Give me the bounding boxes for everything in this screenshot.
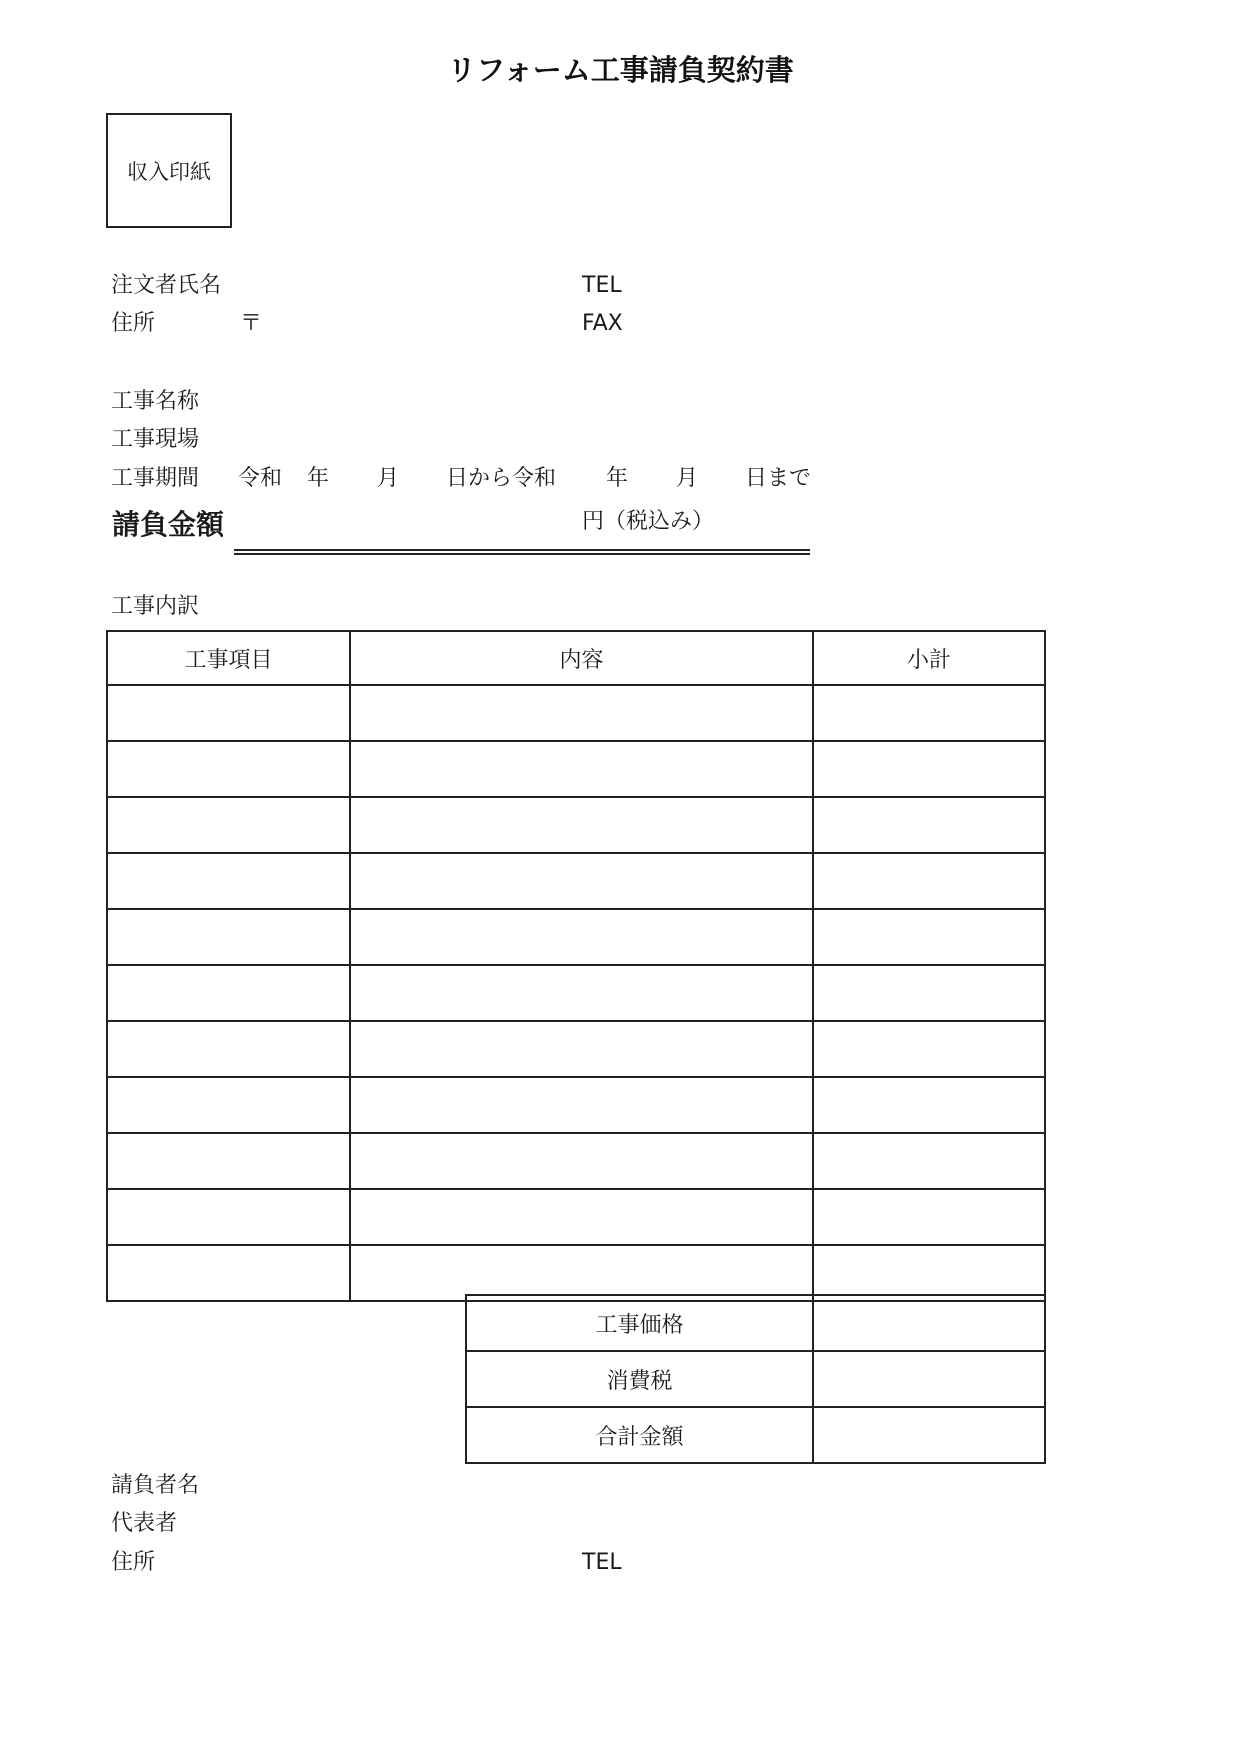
revenue-stamp-label: 収入印紙 — [127, 159, 211, 184]
content-cell[interactable] — [350, 685, 813, 741]
subtotal-cell[interactable] — [813, 1245, 1045, 1301]
work-site-label: 工事現場 — [111, 427, 200, 452]
table-row — [107, 1189, 1045, 1245]
content-cell[interactable] — [350, 965, 813, 1021]
content-cell[interactable] — [350, 1077, 813, 1133]
breakdown-header-row — [107, 631, 1045, 685]
table-row — [107, 1021, 1045, 1077]
contract-amount-unit: 円（税込み） — [582, 509, 715, 534]
work-item-cell[interactable] — [107, 1021, 350, 1077]
orderer-name-label: 注文者氏名 — [111, 273, 222, 298]
table-row — [107, 1245, 1045, 1301]
header-subtotal: 小計 — [813, 631, 1045, 685]
work-name-label: 工事名称 — [111, 389, 200, 414]
amount-double-underline — [234, 549, 810, 555]
orderer-tel-label: TEL — [582, 273, 622, 298]
period-year-label-start: 年 — [307, 466, 330, 491]
orderer-fax-label: FAX — [582, 311, 623, 336]
construction-price-label: 工事価格 — [466, 1295, 813, 1351]
period-month-label-end: 月 — [676, 466, 699, 491]
totals-table — [465, 1294, 1046, 1464]
table-row — [107, 797, 1045, 853]
table-row — [107, 909, 1045, 965]
consumption-tax-value[interactable] — [813, 1351, 1045, 1407]
totals-row-consumption-tax — [466, 1351, 1045, 1407]
contractor-tel-label: TEL — [582, 1550, 622, 1575]
subtotal-cell[interactable] — [813, 741, 1045, 797]
contractor-address-label: 住所 — [111, 1550, 156, 1575]
subtotal-cell[interactable] — [813, 797, 1045, 853]
subtotal-cell[interactable] — [813, 1077, 1045, 1133]
content-cell[interactable] — [350, 909, 813, 965]
breakdown-table — [106, 630, 1046, 1302]
work-item-cell[interactable] — [107, 1245, 350, 1301]
subtotal-cell[interactable] — [813, 1133, 1045, 1189]
period-day-until: 日まで — [745, 466, 812, 491]
table-row — [107, 685, 1045, 741]
subtotal-cell[interactable] — [813, 685, 1045, 741]
breakdown-body — [107, 685, 1045, 1301]
construction-price-value[interactable] — [813, 1295, 1045, 1351]
contractor-name-label: 請負者名 — [111, 1473, 200, 1498]
work-item-cell[interactable] — [107, 1133, 350, 1189]
subtotal-cell[interactable] — [813, 909, 1045, 965]
work-item-cell[interactable] — [107, 1077, 350, 1133]
subtotal-cell[interactable] — [813, 1189, 1045, 1245]
work-item-cell[interactable] — [107, 909, 350, 965]
work-item-cell[interactable] — [107, 797, 350, 853]
work-item-cell[interactable] — [107, 741, 350, 797]
period-month-label-start: 月 — [377, 466, 400, 491]
postal-mark: 〒 — [240, 311, 263, 336]
content-cell[interactable] — [350, 797, 813, 853]
header-work-item: 工事項目 — [107, 631, 350, 685]
work-item-cell[interactable] — [107, 965, 350, 1021]
representative-label: 代表者 — [111, 1511, 178, 1536]
period-year-label-end: 年 — [606, 466, 629, 491]
subtotal-cell[interactable] — [813, 853, 1045, 909]
work-item-cell[interactable] — [107, 685, 350, 741]
total-amount-value[interactable] — [813, 1407, 1045, 1463]
revenue-stamp-box — [106, 113, 232, 228]
header-content: 内容 — [350, 631, 813, 685]
table-row — [107, 853, 1045, 909]
table-row — [107, 965, 1045, 1021]
work-period-label: 工事期間 — [111, 466, 200, 491]
content-cell[interactable] — [350, 1245, 813, 1301]
total-amount-label: 合計金額 — [466, 1407, 813, 1463]
document-title: リフォーム工事請負契約書 — [447, 53, 794, 87]
contract-amount-label: 請負金額 — [112, 508, 225, 541]
consumption-tax-label: 消費税 — [466, 1351, 813, 1407]
subtotal-cell[interactable] — [813, 1021, 1045, 1077]
totals-row-total-amount — [466, 1407, 1045, 1463]
breakdown-label: 工事内訳 — [111, 594, 200, 619]
period-era-start: 令和 — [238, 466, 283, 491]
content-cell[interactable] — [350, 741, 813, 797]
content-cell[interactable] — [350, 1189, 813, 1245]
subtotal-cell[interactable] — [813, 965, 1045, 1021]
table-row — [107, 1133, 1045, 1189]
content-cell[interactable] — [350, 1133, 813, 1189]
work-item-cell[interactable] — [107, 853, 350, 909]
period-day-from-era: 日から令和 — [446, 466, 557, 491]
totals-row-construction-price — [466, 1295, 1045, 1351]
table-row — [107, 1077, 1045, 1133]
orderer-address-label: 住所 — [111, 311, 156, 336]
content-cell[interactable] — [350, 1021, 813, 1077]
content-cell[interactable] — [350, 853, 813, 909]
work-item-cell[interactable] — [107, 1189, 350, 1245]
table-row — [107, 741, 1045, 797]
